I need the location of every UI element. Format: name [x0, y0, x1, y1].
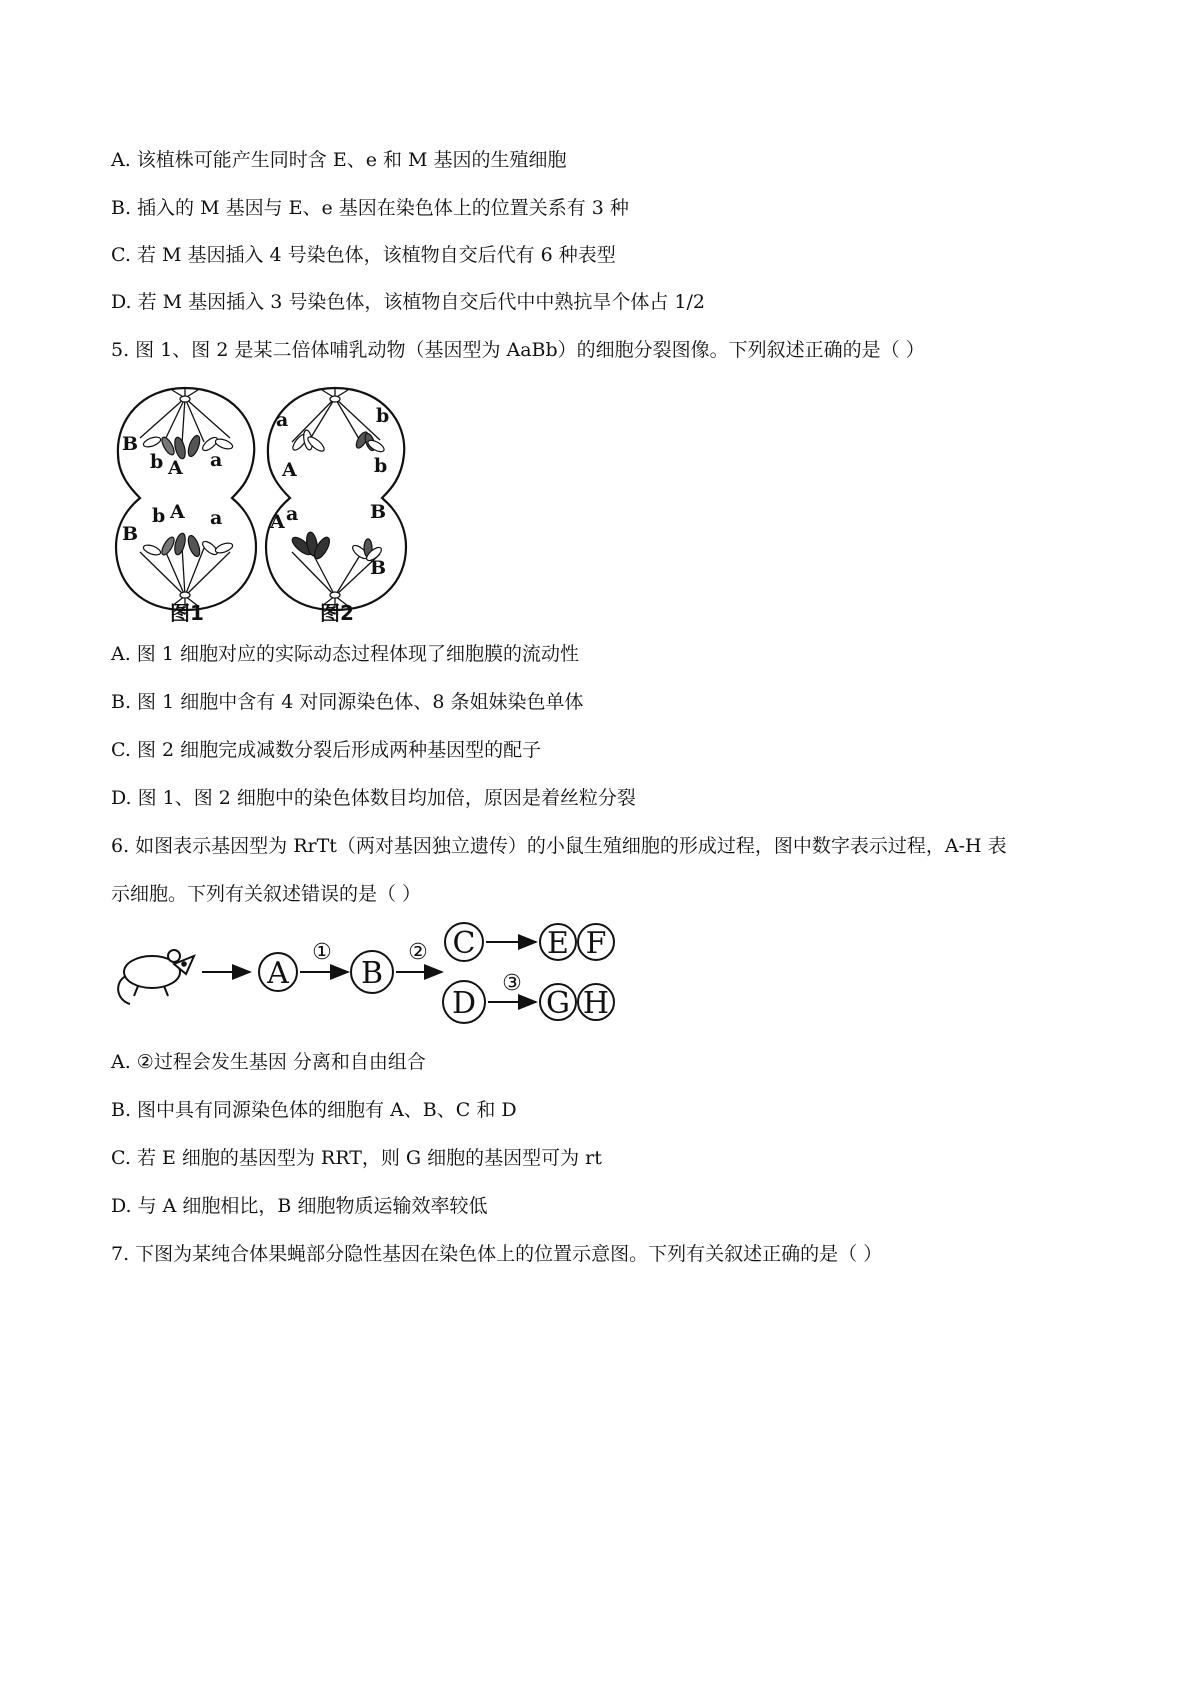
fig1-caption: 图1 [170, 601, 204, 622]
q4-option-c: C. 若 M 基因插入 4 号染色体，该植物自交后代有 6 种表型 [111, 244, 616, 266]
step-2-label: ② [408, 940, 428, 965]
cell-h-label: H [582, 986, 610, 1021]
fig1-label-A-top: A [168, 457, 183, 479]
q5-option-b: B. 图 1 细胞中含有 4 对同源染色体、8 条姐妹染色单体 [111, 691, 584, 713]
fig1-label-a-bottom: a [210, 507, 223, 529]
q5-figure [112, 382, 432, 622]
cell-g-label: G [546, 986, 570, 1021]
fig2-label-B-bottom-1: B [370, 501, 387, 523]
q6-stem-line1: 6. 如图表示基因型为 RrTt（两对基因独立遗传）的小鼠生殖细胞的形成过程，图中数字表示过程，A-H 表 [111, 835, 1007, 857]
fig2-cell [266, 388, 406, 610]
q7-stem: 7. 下图为某纯合体果蝇部分隐性基因在染色体上的位置示意图。下列有关叙述正确的是（ ） [111, 1243, 883, 1265]
q6-option-b: B. 图中具有同源染色体的细胞有 A、B、C 和 D [111, 1099, 517, 1121]
q4-option-b: B. 插入的 M 基因与 E、e 基因在染色体上的位置关系有 3 种 [111, 197, 629, 219]
cell-a-label: A [267, 956, 289, 991]
step-3-label: ③ [502, 971, 522, 996]
fig1-label-b-bottom: b [152, 505, 166, 527]
fig2-label-b-top-2: b [374, 455, 388, 477]
cell-b-label: B [360, 956, 384, 991]
q5-stem: 5. 图 1、图 2 是某二倍体哺乳动物（基因型为 AaBb）的细胞分裂图像。下列叙述正确的是（ ） [111, 339, 925, 361]
cell-f-label: F [585, 926, 607, 961]
q5-option-a: A. 图 1 细胞对应的实际动态过程体现了细胞膜的流动性 [111, 643, 579, 665]
fig2-label-a-bottom: a [286, 503, 299, 525]
cell-e-label: E [547, 926, 569, 961]
fig1-label-B-top: B [122, 433, 139, 455]
fig1-label-b-top: b [150, 451, 164, 473]
fig2-label-b-top-1: b [376, 405, 390, 427]
fig1-label-a-top: a [210, 449, 223, 471]
fig1-label-B-bottom: B [122, 523, 139, 545]
fig2-caption: 图2 [320, 601, 354, 622]
q4-option-d: D. 若 M 基因插入 3 号染色体，该植物自交后代中中熟抗旱个体占 1/2 [111, 291, 705, 313]
q5-option-d: D. 图 1、图 2 细胞中的染色体数目均加倍，原因是着丝粒分裂 [111, 787, 636, 809]
cell-c-label: C [452, 926, 476, 961]
q6-option-a: A. ②过程会发生基因 分离和自由组合 [111, 1051, 426, 1073]
q5-option-c: C. 图 2 细胞完成减数分裂后形成两种基因型的配子 [111, 739, 542, 761]
fig2-label-B-bottom-2: B [370, 557, 387, 579]
q6-diagram [112, 922, 672, 1032]
mouse-icon [118, 950, 194, 1004]
fig1-cell [116, 388, 256, 610]
q6-option-d: D. 与 A 细胞相比，B 细胞物质运输效率较低 [111, 1195, 488, 1217]
fig2-label-a-top: a [276, 409, 289, 431]
q4-option-a: A. 该植株可能产生同时含 E、e 和 M 基因的生殖细胞 [111, 149, 567, 171]
step-1-label: ① [312, 940, 332, 965]
fig1-label-A-bottom: A [170, 501, 185, 523]
cell-d-label: D [451, 986, 477, 1021]
fig2-label-A-bottom: A [270, 511, 285, 533]
q6-option-c: C. 若 E 细胞的基因型为 RRT，则 G 细胞的基因型可为 rt [111, 1147, 602, 1169]
fig2-label-A-top: A [282, 459, 297, 481]
q6-stem-line2: 示细胞。下列有关叙述错误的是（ ） [111, 883, 422, 905]
